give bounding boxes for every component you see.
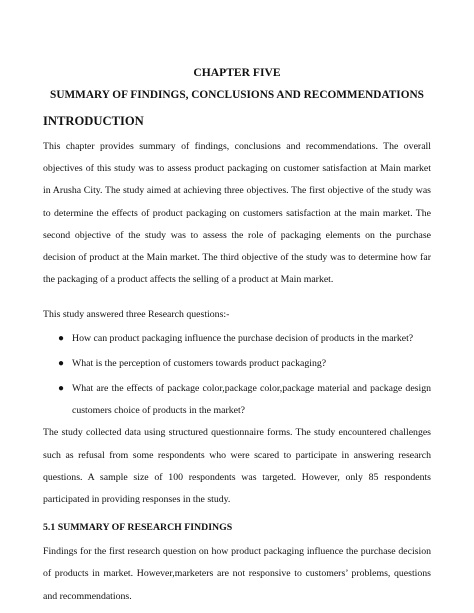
question-text: What is the perception of customers towards product packaging?: [72, 358, 327, 370]
question-text: What are the effects of package color,package color,package material and package design customers choice of products in the market?: [72, 383, 431, 417]
bullet-icon: ●: [58, 383, 65, 395]
question-text: How can product packaging influence the purchase decision of products in the market?: [72, 333, 414, 345]
intro-paragraph: This chapter provides summary of findings, conclusions and recommendations. The overall objectives of this study was to assess product packaging on customer satisfaction at Main market in Arusha City. The study aimed at achieving three objectives. The first objective of the study was to determine the effects of product packaging on customers satisfaction at the main market. The second objective of the study was to assess the role of packaging elements on the purchase decision of product at the Main market. The third objective of the study was to determine how far the packaging of a product affects the selling of a product at Main market.: [43, 141, 431, 286]
data-collection-paragraph: The study collected data using structured questionnaire forms. The study encountered challenges such as refusal from some respondents who were scared to participate in answering research questions. A sample size of 100 respondents was targeted. However, only 85 respondents participated in providing responses in the study.: [43, 427, 431, 506]
bullet-icon: ●: [58, 333, 65, 345]
questions-lead: This study answered three Research questions:-: [43, 309, 230, 321]
bullet-icon: ●: [58, 358, 65, 370]
findings-paragraph: Findings for the first research question on how product packaging influence the purchase decision of products in market. However,marketers are not responsive to customers’ problems, questions and recommendations.: [43, 546, 431, 602]
findings-heading: 5.1 SUMMARY OF RESEARCH FINDINGS: [43, 522, 233, 534]
list-item: [43, 328, 431, 350]
list-item: [43, 353, 431, 375]
introduction-heading: INTRODUCTION: [43, 114, 144, 128]
research-questions-list: [43, 328, 431, 422]
chapter-subtitle: SUMMARY OF FINDINGS, CONCLUSIONS AND RECOMMENDATIONS: [50, 89, 424, 101]
list-item: [43, 378, 431, 422]
chapter-title: CHAPTER FIVE: [193, 66, 281, 79]
